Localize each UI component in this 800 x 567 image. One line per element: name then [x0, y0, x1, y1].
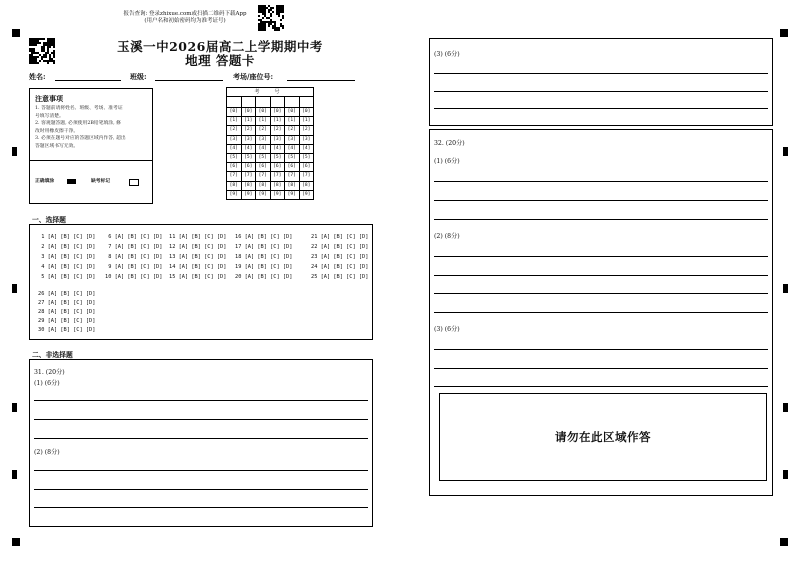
answer-line[interactable]: [34, 438, 368, 439]
absent-mark-label: 缺考标记: [91, 178, 111, 184]
answer-line[interactable]: [434, 275, 768, 276]
seat-label: 考场/座位号:: [233, 72, 274, 81]
answer-line[interactable]: [434, 181, 768, 182]
exam-number-bubble[interactable]: [5]: [285, 153, 300, 162]
exam-number-bubble[interactable]: [9]: [256, 190, 271, 199]
exam-number-header: 考 号: [227, 88, 314, 97]
name-label: 姓名:: [29, 72, 46, 81]
exam-number-bubble[interactable]: [5]: [227, 153, 242, 162]
qr-code-icon: [29, 38, 55, 64]
correct-fill-sample-icon: [67, 179, 76, 184]
exam-number-bubble[interactable]: [8]: [285, 181, 300, 190]
exam-number-bubble[interactable]: [3]: [227, 135, 242, 144]
choice-question-row[interactable]: 5 [A] [B] [C] [D]: [38, 274, 96, 280]
choice-question-row[interactable]: 22 [A] [B] [C] [D]: [311, 244, 369, 250]
qr-code-icon: [258, 5, 284, 31]
side-timing-mark: [12, 470, 17, 479]
q32-title: 32. (20分): [434, 140, 465, 147]
section2-title: 二、非选择题: [32, 351, 73, 359]
exam-number-bubble[interactable]: [5]: [241, 153, 256, 162]
exam-number-bubble[interactable]: [2]: [241, 126, 256, 135]
exam-number-bubble[interactable]: [5]: [270, 153, 285, 162]
registration-mark-bottom-left: [12, 538, 20, 546]
exam-number-bubble[interactable]: [6]: [241, 163, 256, 172]
exam-number-bubble[interactable]: [8]: [299, 181, 314, 190]
registration-mark-bottom-right: [780, 538, 788, 546]
q32-part2-label: (2) (8分): [434, 233, 460, 240]
no-write-label: 请勿在此区域作答: [555, 430, 651, 444]
registration-mark-top-left: [12, 29, 20, 37]
side-timing-mark: [783, 147, 788, 156]
exam-number-bubble[interactable]: [6]: [299, 163, 314, 172]
exam-number-digit-cell[interactable]: [241, 97, 256, 108]
choice-question-row[interactable]: 25 [A] [B] [C] [D]: [311, 274, 369, 280]
notes-item: 改时用橡皮擦干净。: [35, 128, 79, 134]
answer-line[interactable]: [34, 507, 368, 508]
choice-question-row[interactable]: 1 [A] [B] [C] [D]: [38, 234, 96, 240]
answer-line[interactable]: [434, 219, 768, 220]
q32-answer-box: [429, 129, 773, 496]
exam-number-bubble[interactable]: [8]: [270, 181, 285, 190]
report-notice-line2: (用户名和初始密码均为准考证号): [144, 18, 226, 24]
q31-part1-label: (1) (6分): [34, 380, 60, 387]
exam-number-bubble[interactable]: [3]: [299, 135, 314, 144]
exam-number-bubble[interactable]: [7]: [299, 172, 314, 181]
answer-line[interactable]: [434, 386, 768, 387]
exam-number-bubble[interactable]: [0]: [256, 108, 271, 117]
exam-number-bubble[interactable]: [3]: [270, 135, 285, 144]
answer-line[interactable]: [434, 73, 768, 74]
choice-question-row[interactable]: 4 [A] [B] [C] [D]: [38, 264, 96, 270]
choice-question-row[interactable]: 20 [A] [B] [C] [D]: [235, 274, 293, 280]
answer-line[interactable]: [434, 256, 768, 257]
q32-part1-label: (1) (6分): [434, 158, 460, 165]
exam-number-bubble[interactable]: [9]: [227, 190, 242, 199]
exam-number-digit-cell[interactable]: [299, 97, 314, 108]
exam-number-digit-cell[interactable]: [285, 97, 300, 108]
q30-part3-box: [429, 38, 773, 126]
exam-number-bubble[interactable]: [0]: [241, 108, 256, 117]
name-field[interactable]: [55, 80, 121, 81]
notes-item: 号填写清楚。: [35, 113, 64, 119]
choice-question-row[interactable]: 23 [A] [B] [C] [D]: [311, 254, 369, 260]
exam-number-bubble[interactable]: [3]: [285, 135, 300, 144]
no-write-zone: [439, 393, 767, 481]
exam-number-bubble[interactable]: [0]: [227, 108, 242, 117]
exam-number-bubble[interactable]: [4]: [256, 144, 271, 153]
choice-question-row[interactable]: 27 [A] [B] [C] [D]: [38, 300, 96, 306]
side-timing-mark: [783, 470, 788, 479]
exam-number-bubble[interactable]: [1]: [285, 117, 300, 126]
multiple-choice-box: [29, 224, 373, 340]
exam-number-bubble[interactable]: [4]: [270, 144, 285, 153]
choice-question-row[interactable]: 9 [A] [B] [C] [D]: [105, 264, 163, 270]
exam-number-bubble[interactable]: [2]: [285, 126, 300, 135]
exam-number-digit-cell[interactable]: [227, 97, 242, 108]
answer-line[interactable]: [434, 293, 768, 294]
exam-number-bubble[interactable]: [6]: [256, 163, 271, 172]
side-timing-mark: [783, 284, 788, 293]
exam-number-bubble[interactable]: [5]: [256, 153, 271, 162]
side-timing-mark: [12, 403, 17, 412]
exam-number-bubble[interactable]: [7]: [227, 172, 242, 181]
notes-item: 2. 客观题答题, 必须使用2B铅笔填涂, 修: [35, 121, 121, 127]
absent-mark-checkbox[interactable]: [129, 179, 139, 186]
exam-number-bubble[interactable]: [4]: [227, 144, 242, 153]
choice-question-row[interactable]: 29 [A] [B] [C] [D]: [38, 318, 96, 324]
exam-number-bubble[interactable]: [6]: [285, 163, 300, 172]
page-subtitle: 地理 答题卡: [185, 53, 255, 68]
choice-question-row[interactable]: 21 [A] [B] [C] [D]: [311, 234, 369, 240]
choice-question-row[interactable]: 8 [A] [B] [C] [D]: [105, 254, 163, 260]
page-title: 玉溪一中2026届高二上学期期中考: [117, 39, 323, 54]
q31-title: 31. (20分): [34, 369, 65, 376]
side-timing-mark: [12, 284, 17, 293]
exam-number-bubble[interactable]: [6]: [270, 163, 285, 172]
seat-field[interactable]: [287, 80, 355, 81]
choice-question-row[interactable]: 14 [A] [B] [C] [D]: [169, 264, 227, 270]
notes-divider: [30, 160, 152, 161]
exam-number-bubble[interactable]: [2]: [299, 126, 314, 135]
exam-number-bubble[interactable]: [1]: [270, 117, 285, 126]
answer-line[interactable]: [434, 91, 768, 92]
choice-question-row[interactable]: 2 [A] [B] [C] [D]: [38, 244, 96, 250]
choice-question-row[interactable]: 6 [A] [B] [C] [D]: [105, 234, 163, 240]
choice-question-row[interactable]: 15 [A] [B] [C] [D]: [169, 274, 227, 280]
choice-question-row[interactable]: 13 [A] [B] [C] [D]: [169, 254, 227, 260]
choice-question-row[interactable]: 28 [A] [B] [C] [D]: [38, 309, 96, 315]
answer-line[interactable]: [34, 419, 368, 420]
answer-line[interactable]: [34, 489, 368, 490]
answer-line[interactable]: [34, 400, 368, 401]
exam-number-bubble[interactable]: [2]: [270, 126, 285, 135]
exam-number-bubble[interactable]: [4]: [241, 144, 256, 153]
q30-part3-label: (3) (6分): [434, 51, 460, 58]
exam-number-bubble[interactable]: [0]: [270, 108, 285, 117]
exam-number-bubble[interactable]: [3]: [256, 135, 271, 144]
exam-number-bubble[interactable]: [1]: [299, 117, 314, 126]
choice-question-row[interactable]: 3 [A] [B] [C] [D]: [38, 254, 96, 260]
notes-item: 1. 答题前请将姓名、班级、考场、准考证: [35, 106, 123, 111]
answer-line[interactable]: [434, 368, 768, 369]
choice-question-row[interactable]: 16 [A] [B] [C] [D]: [235, 234, 293, 240]
choice-question-row[interactable]: 10 [A] [B] [C] [D]: [105, 274, 163, 280]
exam-number-digit-cell[interactable]: [256, 97, 271, 108]
exam-number-bubble[interactable]: [4]: [299, 144, 314, 153]
exam-number-bubble[interactable]: [1]: [227, 117, 242, 126]
exam-number-bubble[interactable]: [7]: [256, 172, 271, 181]
choice-question-row[interactable]: 17 [A] [B] [C] [D]: [235, 244, 293, 250]
choice-question-row[interactable]: 24 [A] [B] [C] [D]: [311, 264, 369, 270]
registration-mark-top-right: [780, 29, 788, 37]
exam-number-bubble[interactable]: [0]: [285, 108, 300, 117]
report-notice-line1: 报告查询: 登录zhixue.com或扫描二维码下载App: [123, 11, 247, 17]
side-timing-mark: [12, 147, 17, 156]
exam-number-bubble[interactable]: [1]: [241, 117, 256, 126]
choice-question-row[interactable]: 11 [A] [B] [C] [D]: [169, 234, 227, 240]
exam-number-bubble[interactable]: [9]: [299, 190, 314, 199]
answer-line[interactable]: [434, 108, 768, 109]
exam-number-bubble[interactable]: [9]: [270, 190, 285, 199]
exam-number-bubble[interactable]: [8]: [227, 181, 242, 190]
exam-number-bubble[interactable]: [8]: [256, 181, 271, 190]
exam-number-bubble[interactable]: [7]: [270, 172, 285, 181]
exam-number-grid: [226, 87, 314, 200]
exam-number-bubble[interactable]: [9]: [285, 190, 300, 199]
exam-number-bubble[interactable]: [4]: [285, 144, 300, 153]
answer-line[interactable]: [434, 312, 768, 313]
notes-list: [35, 105, 149, 151]
exam-number-bubble[interactable]: [9]: [241, 190, 256, 199]
class-label: 班级:: [130, 72, 147, 81]
notes-title: 注意事项: [35, 94, 63, 103]
exam-number-bubble[interactable]: [1]: [256, 117, 271, 126]
choice-question-row[interactable]: 30 [A] [B] [C] [D]: [38, 327, 96, 333]
exam-number-bubble[interactable]: [7]: [285, 172, 300, 181]
notes-item: 3. 必须在题号对应的答题区域内作答, 超出: [35, 136, 126, 142]
exam-number-bubble[interactable]: [7]: [241, 172, 256, 181]
class-field[interactable]: [155, 80, 223, 81]
exam-number-bubble[interactable]: [2]: [227, 126, 242, 135]
exam-number-bubble[interactable]: [6]: [227, 163, 242, 172]
correct-fill-label: 正确填涂: [35, 178, 55, 184]
side-timing-mark: [783, 403, 788, 412]
choice-question-row[interactable]: 19 [A] [B] [C] [D]: [235, 264, 293, 270]
exam-number-bubble[interactable]: [0]: [299, 108, 314, 117]
choice-question-row[interactable]: 18 [A] [B] [C] [D]: [235, 254, 293, 260]
q31-part2-label: (2) (8分): [34, 449, 60, 456]
exam-number-digit-cell[interactable]: [270, 97, 285, 108]
section1-title: 一、选择题: [32, 216, 66, 224]
notes-item: 答题区域书写无效。: [35, 143, 79, 149]
exam-number-bubble[interactable]: [5]: [299, 153, 314, 162]
report-notice: [110, 11, 260, 25]
answer-line[interactable]: [434, 200, 768, 201]
notes-box: [29, 88, 153, 204]
choice-question-row[interactable]: 26 [A] [B] [C] [D]: [38, 291, 96, 297]
choice-question-row[interactable]: 12 [A] [B] [C] [D]: [169, 244, 227, 250]
answer-line[interactable]: [434, 349, 768, 350]
choice-question-row[interactable]: 7 [A] [B] [C] [D]: [105, 244, 163, 250]
q32-part3-label: (3) (6分): [434, 326, 460, 333]
exam-number-bubble[interactable]: [3]: [241, 135, 256, 144]
exam-number-bubble[interactable]: [2]: [256, 126, 271, 135]
exam-number-bubble[interactable]: [8]: [241, 181, 256, 190]
answer-line[interactable]: [34, 470, 368, 471]
q31-answer-box: [29, 359, 373, 527]
